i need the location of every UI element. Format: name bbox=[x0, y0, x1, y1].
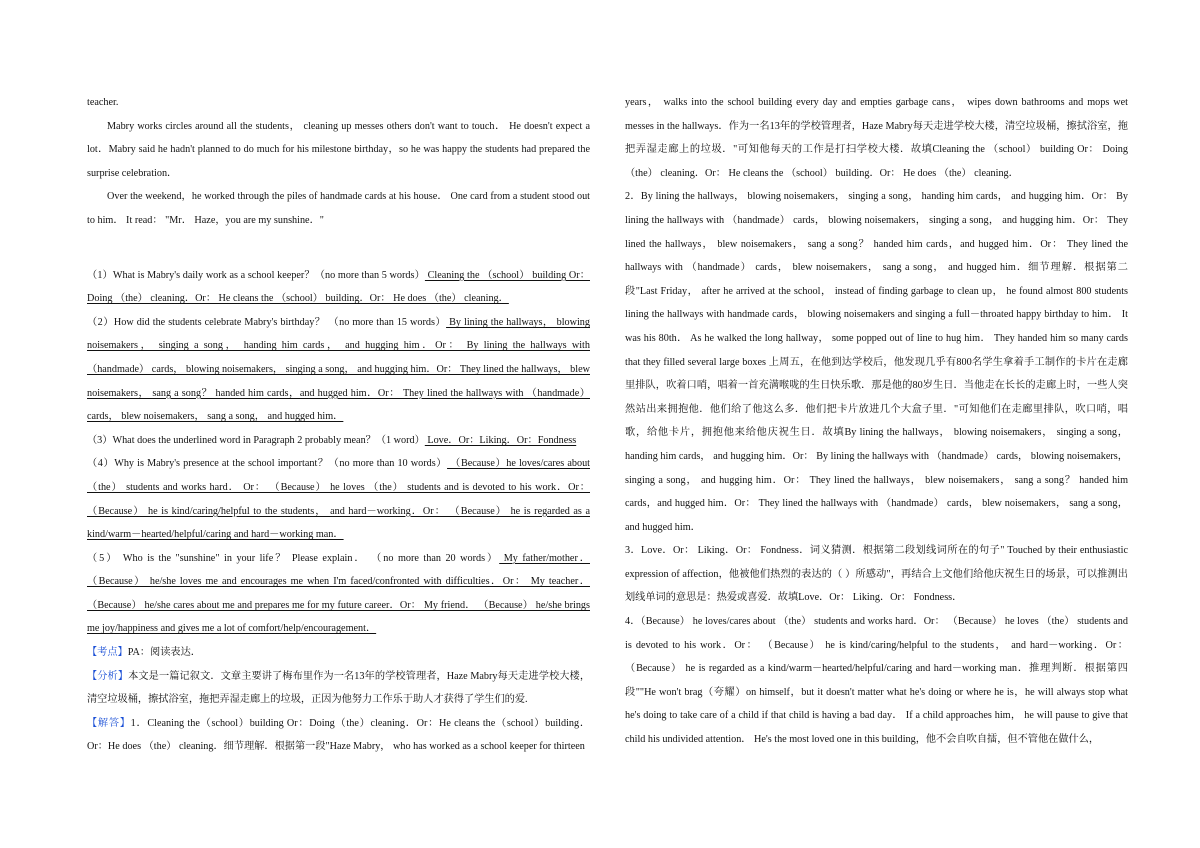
question-text: （5） Who is the "sunshine" in your life？ Please explain． （no more than 20 words） bbox=[87, 552, 500, 564]
kaodian-section bbox=[87, 641, 590, 665]
question-4 bbox=[87, 452, 590, 546]
answer-text: Love．Or：Liking．Or：Fondness bbox=[424, 434, 577, 446]
explanation-paragraph: 4．（Because） he loves/cares about （the） students and works hard．Or： （Because） he loves （the） students and is devoted to his work．Or： （Because） he is kind/caring/helpful to the students， and hard－working．Or： （Because） he is regarded as a kind/warm－hearted/helpful/caring and hard－working man．推理判断．根据第四段""He won't brag（夸耀）on himself，but it doesn't matter what he's doing or where he is，he will always stop what he's doing to take care of a child if that child is having a bad day． If a child approaches him， he will pause to give that child his undivided attention． He's the most loved one in this building，他不会自吹自擂，但不管他在做什么， bbox=[625, 616, 1128, 746]
question-2 bbox=[87, 311, 590, 429]
fenxi-section bbox=[87, 665, 590, 712]
question-1 bbox=[87, 264, 590, 311]
explanation-paragraph: years， walks into the school building every day and empties garbage cans， wipes down bathrooms and mops wet messes in the hallways．作为一名13年的学校管理者，Haze Mabry每天走进学校大楼，清空垃圾桶，擦拭浴室，拖把弄湿走廊上的垃圾．"可知他每天的工作是打扫学校大楼．故填Cleaning the （school） building Or： Doing （the） cleaning．Or： He cleans the （school） building．Or： He does （the） cleaning． bbox=[625, 97, 1128, 179]
left-column bbox=[87, 91, 590, 759]
answer-text: My father/mother． （Because） he/she loves me and encourages me when I'm faced/confronted with difficulties．Or： My teacher． （Because） he/she cares about me and prepares me for my future career．Or： My friend． （Because） he/she brings me joy/happiness and gives me a lot of comfort/help/encouragement． bbox=[87, 552, 590, 635]
fenxi-text: 本文是一篇记叙文．文章主要讲了梅布里作为一名13年的学校管理者，Haze Mabry每天走进学校大楼，清空垃圾桶，擦拭浴室，拖把弄湿走廊上的垃圾，正因为他努力工作乐于助人才获得了学生们的爱. bbox=[87, 670, 591, 706]
question-3 bbox=[87, 429, 590, 453]
question-text: （3）What does the underlined word in Paragraph 2 probably mean？（1 word） bbox=[87, 434, 425, 446]
explanation-paragraph: 3．Love．Or： Liking．Or： Fondness．词义猜测．根据第二段划线词所在的句子" Touched by their enthusiastic expression of affection，他被他们热烈的表达的（ ）所感动"，再结合上文他们给他庆祝生日的场景，可以推测出划线单词的意思是：热爱或喜爱．故填Love．Or： Liking．Or： Fondness． bbox=[625, 545, 1128, 604]
jieda-text: 1．Cleaning the（school）building Or：Doing（the）cleaning．Or：He cleans the（school）building．Or：He does （the） cleaning．细节理解．根据第一段"Haze Mabry， who has worked as a school keeper for thirteen bbox=[87, 717, 591, 753]
question-5 bbox=[87, 547, 590, 641]
right-column bbox=[625, 91, 1128, 752]
jieda-tag: 【解答】 bbox=[87, 717, 131, 729]
passage-paragraph: teacher. bbox=[87, 97, 119, 108]
jieda-section bbox=[87, 712, 590, 759]
answer-text: By lining the hallways， blowing noisemakers， singing a song， handing him cards， and hugging him．Or： By lining the hallways with （handmade） cards， blowing noisemakers， singing a song， and hugging him．Or： They lined the hallways， blew noisemakers， sang a song？ handed him cards，and hugged him．Or： They lined the hallways with （handmade） cards， blew noisemakers， sang a song， and hugged him． bbox=[87, 316, 590, 423]
question-text: （4）Why is Mabry's presence at the school important？（no more than 10 words） bbox=[87, 458, 448, 470]
spacer bbox=[87, 233, 590, 264]
question-text: （2）How did the students celebrate Mabry's birthday？ （no more than 15 words） bbox=[87, 316, 447, 328]
fenxi-tag: 【分析】 bbox=[87, 670, 129, 682]
answer-text: Cleaning the （school） building Or： Doing （the） cleaning．Or： He cleans the （school） building．Or： He does （the） cleaning． bbox=[87, 269, 590, 305]
answer-text: （Because）he loves/cares about （the） students and works hard． Or： （Because） he loves （the） students and is devoted to his work．Or： （Because） he is kind/caring/helpful to the students， and hard－working．Or： （Because） he is regarded as a kind/warm－hearted/helpful/caring and hard－working man． bbox=[87, 458, 590, 541]
kaodian-tag: 【考点】 bbox=[87, 647, 128, 659]
passage-paragraph: Over the weekend，he worked through the piles of handmade cards at his house． One card from a student stood out to him． It read： "Mr． Haze，you are my sunshine．" bbox=[87, 191, 590, 226]
question-text: （1）What is Mabry's daily work as a school keeper？（no more than 5 words） bbox=[87, 269, 425, 281]
explanation-paragraph: 2．By lining the hallways， blowing noisemakers， singing a song， handing him cards， and hugging him．Or： By lining the hallways with （handmade） cards， blowing noisemakers， singing a song， and hugging him．Or： They lined the hallways， blew noisemakers， sang a song？ handed him cards，and hugged him．Or： They lined the hallways with （handmade） cards， blew noisemakers， sang a song， and hugged him．细节理解．根据第二段"Last Friday， after he arrived at the school， instead of finding garbage to clean up， he found almost 800 students lining the hallways with handmade cards， blowing noisemakers and singing a full－throated happy birthday to him． It was his 80th． As he walked the long hallway， some popped out of line to hug him． They handed him so many cards that they filled several large boxes 上周五，在他到达学校后，他发现几乎有800名学生拿着手工制作的卡片在走廊里排队，吹着口哨，唱着一首充满喉咙的生日快乐歌．那是他的80岁生日．当他走在长长的走廊上时，一些人突然站出来拥抱他．他们给了他这么多．他们把卡片放进几个大盒子里．"可知他们在走廊里排队，吹口哨，唱歌，给他卡片，拥抱他来给他庆祝生日．故填By lining the hallways， blowing noisemakers， singing a song， handing him cards， and hugging him．Or： By lining the hallways with （handmade） cards， blowing noisemakers， singing a song， and hugging him．Or： They lined the hallways， blew noisemakers， sang a song？ handed him cards，and hugged him．Or： They lined the hallways with （handmade） cards， blew noisemakers， sang a song， and hugged him． bbox=[625, 191, 1128, 533]
passage-paragraph: Mabry works circles around all the students， cleaning up messes others don't want to touch． He doesn't expect a lot．Mabry said he hadn't planned to do much for his milestone birthday，so he was happy the students had prepared the surprise celebration． bbox=[87, 120, 590, 179]
kaodian-text: PA：阅读表达． bbox=[127, 647, 201, 659]
